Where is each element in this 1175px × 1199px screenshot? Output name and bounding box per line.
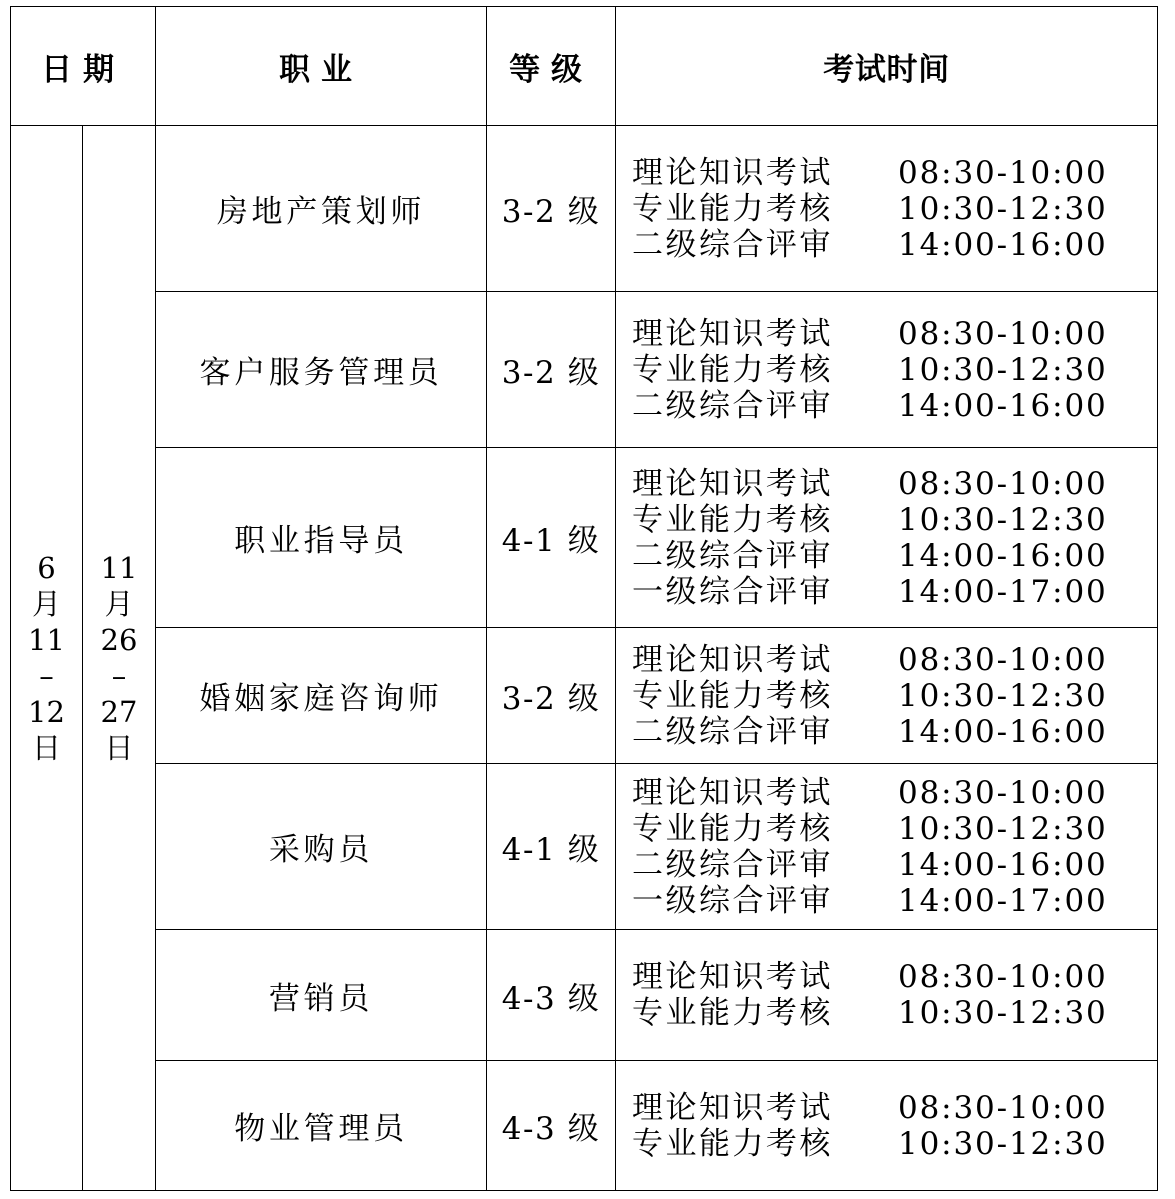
date-glyph: 日 xyxy=(31,731,61,765)
exam-hours: 10:30-12:30 xyxy=(898,190,1108,227)
exam-hours: 10:30-12:30 xyxy=(898,810,1108,847)
date-glyph: 月 xyxy=(104,587,134,621)
exam-hours: 08:30-10:00 xyxy=(898,774,1108,811)
exam-item: 专业能力考核 xyxy=(632,995,833,1031)
table-row xyxy=(11,292,1158,448)
exam-session xyxy=(632,352,1157,388)
exam-hours: 14:00-17:00 xyxy=(898,573,1108,610)
exam-item: 二级综合评审 xyxy=(632,846,833,883)
table-row xyxy=(11,126,1158,292)
exam-session xyxy=(632,388,1157,424)
exam-hours: 10:30-12:30 xyxy=(898,995,1108,1031)
exam-session xyxy=(632,775,1157,811)
table-row xyxy=(11,1061,1158,1191)
occupation-cell: 客户服务管理员 xyxy=(156,292,487,448)
date-glyph: 11 xyxy=(28,623,65,657)
exam-item: 二级综合评审 xyxy=(632,537,833,574)
exam-hours: 14:00-16:00 xyxy=(898,387,1108,424)
level-cell: 4-3 级 xyxy=(487,930,616,1061)
exam-session xyxy=(632,538,1157,574)
occupation-cell: 婚姻家庭咨询师 xyxy=(156,628,487,764)
exam-item: 理论知识考试 xyxy=(632,465,833,502)
date-glyph: – xyxy=(39,659,54,693)
exam-time-cell xyxy=(616,1061,1158,1191)
exam-item: 一级综合评审 xyxy=(632,573,833,610)
exam-item: 理论知识考试 xyxy=(632,959,833,995)
exam-session xyxy=(632,227,1157,263)
table-row xyxy=(11,764,1158,930)
exam-session xyxy=(632,642,1157,678)
exam-session xyxy=(632,1126,1157,1162)
exam-item: 专业能力考核 xyxy=(632,190,833,227)
exam-hours: 10:30-12:30 xyxy=(898,351,1108,388)
exam-hours: 08:30-10:00 xyxy=(898,154,1108,191)
level-cell: 3-2 级 xyxy=(487,292,616,448)
exam-time-cell xyxy=(616,292,1158,448)
exam-session xyxy=(632,714,1157,750)
exam-session xyxy=(632,574,1157,610)
header-exam-time: 考试时间 xyxy=(616,7,1158,126)
level-cell: 4-1 级 xyxy=(487,448,616,628)
exam-item: 二级综合评审 xyxy=(632,713,833,750)
exam-hours: 08:30-10:00 xyxy=(898,959,1108,995)
exam-schedule-table xyxy=(10,6,1158,1191)
exam-item: 理论知识考试 xyxy=(632,1089,833,1126)
exam-session xyxy=(632,883,1157,919)
exam-hours: 10:30-12:30 xyxy=(898,501,1108,538)
level-cell: 3-2 级 xyxy=(487,628,616,764)
exam-item: 专业能力考核 xyxy=(632,351,833,388)
exam-session xyxy=(632,811,1157,847)
exam-hours: 08:30-10:00 xyxy=(898,641,1108,678)
exam-item: 二级综合评审 xyxy=(632,226,833,263)
exam-item: 二级综合评审 xyxy=(632,387,833,424)
occupation-cell: 房地产策划师 xyxy=(156,126,487,292)
header-date: 日期 xyxy=(11,7,156,126)
exam-hours: 14:00-16:00 xyxy=(898,226,1108,263)
exam-item: 专业能力考核 xyxy=(632,677,833,714)
exam-time-cell xyxy=(616,930,1158,1061)
exam-session xyxy=(632,847,1157,883)
occupation-cell: 营销员 xyxy=(156,930,487,1061)
date-glyph: 日 xyxy=(104,731,134,765)
exam-item: 理论知识考试 xyxy=(632,774,833,811)
exam-session xyxy=(632,995,1157,1031)
exam-item: 专业能力考核 xyxy=(632,501,833,538)
exam-hours: 10:30-12:30 xyxy=(898,677,1108,714)
exam-hours: 10:30-12:30 xyxy=(898,1125,1108,1162)
exam-item: 理论知识考试 xyxy=(632,641,833,678)
exam-hours: 14:00-16:00 xyxy=(898,846,1108,883)
date-glyph: 27 xyxy=(100,695,138,729)
occupation-cell: 采购员 xyxy=(156,764,487,930)
exam-hours: 14:00-16:00 xyxy=(898,713,1108,750)
date-glyph: 12 xyxy=(28,695,65,729)
exam-session xyxy=(632,155,1157,191)
date-range-2 xyxy=(83,126,156,1191)
level-cell: 4-3 级 xyxy=(487,1061,616,1191)
exam-session xyxy=(632,959,1157,995)
exam-hours: 14:00-16:00 xyxy=(898,537,1108,574)
exam-session xyxy=(632,316,1157,352)
exam-item: 理论知识考试 xyxy=(632,154,833,191)
exam-session xyxy=(632,466,1157,502)
occupation-cell: 职业指导员 xyxy=(156,448,487,628)
date-glyph: 26 xyxy=(100,623,138,657)
exam-session xyxy=(632,1090,1157,1126)
exam-time-cell xyxy=(616,764,1158,930)
exam-time-cell xyxy=(616,628,1158,764)
exam-session xyxy=(632,191,1157,227)
exam-item: 专业能力考核 xyxy=(632,1125,833,1162)
level-cell: 4-1 级 xyxy=(487,764,616,930)
date-glyph: 6 xyxy=(37,551,56,585)
date-glyph: 11 xyxy=(100,551,138,585)
date-range-1 xyxy=(11,126,83,1191)
exam-hours: 08:30-10:00 xyxy=(898,465,1108,502)
date-glyph: 月 xyxy=(31,587,61,621)
exam-hours: 14:00-17:00 xyxy=(898,882,1108,919)
exam-hours: 08:30-10:00 xyxy=(898,315,1108,352)
table-row xyxy=(11,930,1158,1061)
exam-item: 专业能力考核 xyxy=(632,810,833,847)
exam-hours: 08:30-10:00 xyxy=(898,1089,1108,1126)
level-cell: 3-2 级 xyxy=(487,126,616,292)
exam-time-cell xyxy=(616,448,1158,628)
header-occupation: 职业 xyxy=(156,7,487,126)
exam-session xyxy=(632,502,1157,538)
table-row xyxy=(11,448,1158,628)
exam-item: 理论知识考试 xyxy=(632,315,833,352)
header-row xyxy=(11,7,1158,126)
table-row xyxy=(11,628,1158,764)
header-level: 等级 xyxy=(487,7,616,126)
occupation-cell: 物业管理员 xyxy=(156,1061,487,1191)
exam-time-cell xyxy=(616,126,1158,292)
exam-session xyxy=(632,678,1157,714)
date-glyph: – xyxy=(111,659,127,693)
exam-item: 一级综合评审 xyxy=(632,882,833,919)
